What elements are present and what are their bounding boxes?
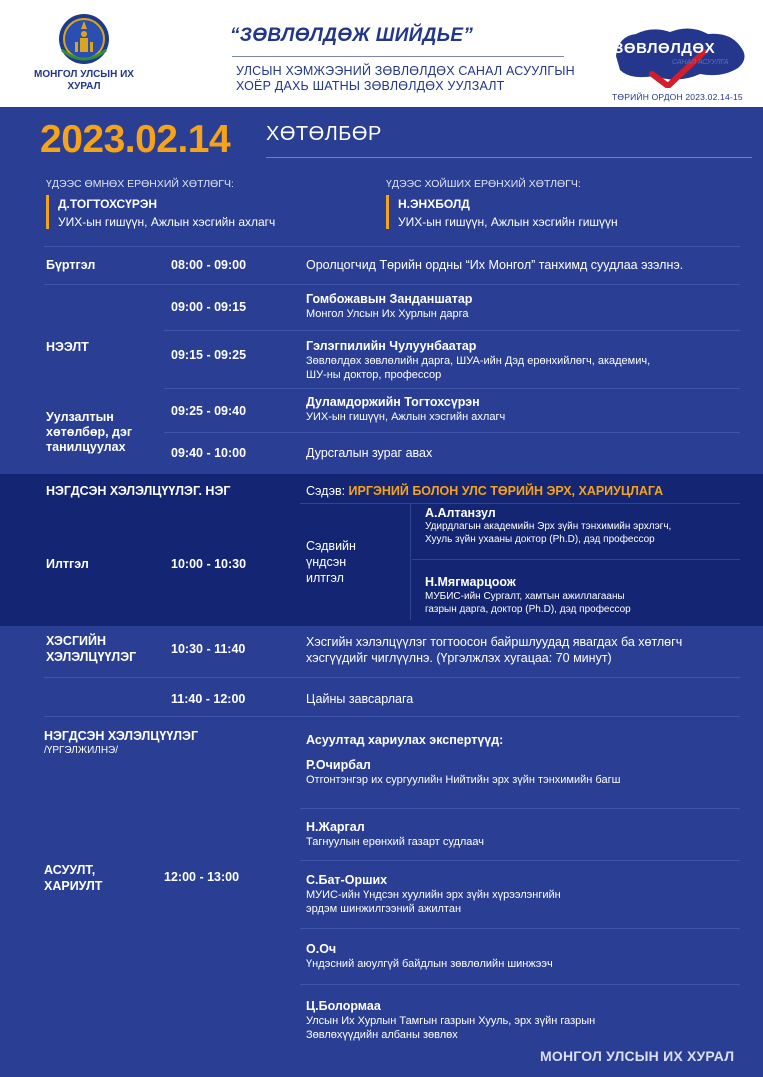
divider	[44, 677, 740, 678]
expert-3-desc-1: МУИС-ийн Үндсэн хуулийн эрх зүйн хүрээлэнгийн	[306, 889, 561, 901]
intro-speaker-name: Дуламдоржийн Тогтохсүрэн	[306, 395, 480, 409]
divider	[410, 504, 411, 620]
qa-label	[44, 862, 102, 894]
topic-label: Сэдэв:	[306, 484, 346, 498]
intro-label-line-1: Уулзалтын	[46, 410, 114, 424]
qa-label-line-2: ХАРИУЛТ	[44, 879, 103, 893]
intro-time-1: 09:25 - 09:40	[171, 404, 247, 418]
venue-date: ТӨРИЙН ОРДОН 2023.02.14-15	[612, 92, 743, 102]
expert-5-desc-2: Зөвлөхүүдийн албаны зөвлөх	[306, 1029, 458, 1041]
opening-speaker-1-desc: Монгол Улсын Их Хурлын дарга	[306, 308, 469, 320]
logo-text: ЗӨВЛӨЛДӨХ	[614, 40, 716, 57]
divider	[300, 860, 740, 861]
divider	[44, 284, 740, 285]
group-text-line-2: хэсгүүдийг чиглүүлнэ. (Үргэлжлэх хугацаа: 70 минут)	[306, 651, 612, 665]
header-divider	[232, 56, 564, 57]
intro-label	[46, 410, 132, 455]
divider	[44, 716, 740, 717]
divider	[300, 808, 740, 809]
divider	[164, 330, 740, 331]
moderator-1-role: УИХ-ын гишүүн, Ажлын хэсгийн ахлагч	[58, 215, 276, 229]
moderator-1-name: Д.ТОГТОХСҮРЭН	[58, 197, 158, 211]
moderator-2-accent	[386, 195, 389, 229]
event-subtitle	[236, 64, 575, 94]
expert-1-desc: Отгонтэнгэр их сургуулийн Нийтийн эрх зүйн тэнхимийн багш	[306, 774, 621, 786]
expert-5-desc-1: Улсын Их Хурлын Тамгын газрын Хууль, эрх зүйн газрын	[306, 1015, 596, 1027]
qa-heading-sub: /ҮРГЭЛЖИЛНЭ/	[44, 745, 119, 756]
registration-label: Бүртгэл	[46, 258, 96, 272]
program-label: ХӨТӨЛБӨР	[266, 123, 382, 145]
expert-1-name: Р.Очирбал	[306, 758, 371, 772]
speaker-1-desc-1: Удирдлагын академийн Эрх зүйн тэнхимийн эрхлэгч,	[425, 521, 672, 532]
logo-subtext: САНАЛ АСУУЛГА	[672, 59, 729, 66]
divider	[164, 432, 740, 433]
presentation-time: 10:00 - 10:30	[171, 557, 247, 571]
experts-title: Асуултад хариулах экспертүүд:	[306, 733, 504, 747]
event-date: 2023.02.14	[40, 118, 231, 161]
intro-speaker-desc: УИХ-ын гишүүн, Ажлын хэсгийн ахлагч	[306, 411, 506, 423]
state-emblem-icon	[56, 12, 112, 66]
divider	[412, 559, 740, 560]
group-label-line-2: ХЭЛЭЛЦҮҮЛЭГ	[46, 650, 137, 664]
opening-speaker-2-desc-2: ШУ-ны доктор, профессор	[306, 369, 442, 381]
qa-label-line-1: АСУУЛТ,	[44, 863, 96, 877]
plenary-heading: НЭГДСЭН ХЭЛЭЛЦҮҮЛЭГ. НЭГ	[46, 484, 231, 498]
tea-text: Цайны завсарлага	[306, 692, 414, 706]
divider	[300, 928, 740, 929]
intro-label-line-2: хөтөлбөр, дэг	[46, 425, 133, 439]
topic-title: ИРГЭНИЙ БОЛОН УЛС ТӨРИЙН ЭРХ, ХАРИУЦЛАГА	[348, 484, 664, 498]
presentation-type-line-3: илтгэл	[306, 571, 344, 585]
expert-5-name: Ц.Болормаа	[306, 999, 381, 1013]
divider	[164, 388, 740, 389]
qa-time: 12:00 - 13:00	[164, 870, 240, 884]
subtitle-line-2: ХОЁР ДАХЬ ШАТНЫ ЗӨВЛӨЛДӨХ УУЛЗАЛТ	[236, 79, 505, 93]
expert-2-desc: Тагнуулын ерөнхий газарт судлаач	[306, 836, 485, 848]
registration-text: Оролцогчид Төрийн ордны “Их Монгол” танхимд суудлаа эзэлнэ.	[306, 258, 684, 272]
opening-speaker-2-name: Гэлэгпилийн Чулуунбаатар	[306, 339, 477, 353]
group-label-line-1: ХЭСГИЙН	[46, 634, 107, 648]
moderator-1-caption: ҮДЭЭС ӨМНӨХ ЕРӨНХИЙ ХӨТЛӨГЧ:	[46, 178, 234, 190]
opening-label: НЭЭЛТ	[46, 340, 89, 354]
intro-label-line-3: танилцуулах	[46, 440, 126, 454]
opening-time-1: 09:00 - 09:15	[171, 300, 247, 314]
divider	[44, 246, 740, 247]
group-label	[46, 633, 136, 665]
organization-name: МОНГОЛ УЛСЫН ИХ ХУРАЛ	[34, 69, 134, 92]
speaker-2-name: Н.Мягмарцоож	[425, 575, 516, 589]
program-divider	[266, 157, 752, 158]
moderator-2-name: Н.ЭНХБОЛД	[398, 197, 470, 211]
group-text	[306, 634, 682, 666]
registration-time: 08:00 - 09:00	[171, 258, 247, 272]
divider	[300, 984, 740, 985]
presentation-type	[306, 538, 356, 586]
tea-time: 11:40 - 12:00	[171, 692, 246, 706]
expert-4-name: О.Оч	[306, 942, 337, 956]
group-text-line-1: Хэсгийн хэлэлцүүлэг тогтоосон байршлуудад явагдах ба хөтлөгч	[306, 635, 683, 649]
moderator-2-caption: ҮДЭЭС ХОЙШИХ ЕРӨНХИЙ ХӨТЛӨГЧ:	[386, 178, 581, 190]
opening-time-2: 09:15 - 09:25	[171, 348, 247, 362]
header	[0, 0, 763, 107]
photo-text: Дурсгалын зураг авах	[306, 446, 433, 460]
presentation-type-line-1: Сэдвийн	[306, 539, 356, 553]
expert-3-name: С.Бат-Орших	[306, 873, 388, 887]
speaker-2-desc-1: МУБИС-ийн Сургалт, хамтын ажиллагааны	[425, 591, 625, 602]
expert-4-desc: Үндэсний аюулгүй байдлын зөвлөлийн шинжээч	[306, 958, 553, 970]
opening-speaker-1-name: Гомбожавын Занданшатар	[306, 292, 473, 306]
intro-time-2: 09:40 - 10:00	[171, 446, 247, 460]
footer-org: МОНГОЛ УЛСЫН ИХ ХУРАЛ	[540, 1048, 735, 1064]
topic-line	[306, 484, 663, 498]
expert-2-name: Н.Жаргал	[306, 820, 365, 834]
group-time: 10:30 - 11:40	[171, 642, 246, 656]
speaker-2-desc-2: газрын дарга, доктор (Ph.D), дэд профессор	[425, 604, 631, 615]
presentation-label: Илтгэл	[46, 557, 89, 571]
subtitle-line-1: УЛСЫН ХЭМЖЭЭНИЙ ЗӨВЛӨЛДӨХ САНАЛ АСУУЛГЫН	[236, 64, 575, 78]
qa-heading: НЭГДСЭН ХЭЛЭЛЦҮҮЛЭГ	[44, 729, 199, 743]
speaker-1-name: А.Алтанзул	[425, 506, 496, 520]
divider	[300, 503, 740, 504]
presentation-type-line-2: үндсэн	[306, 555, 347, 569]
expert-3-desc-2: эрдэм шинжилгээний ажилтан	[306, 903, 462, 915]
speaker-1-desc-2: Хууль зүйн ухааны доктор (Ph.D), дэд профессор	[425, 534, 655, 545]
event-title: “ЗӨВЛӨЛДӨЖ ШИЙДЬЕ”	[230, 25, 474, 46]
moderator-1-accent	[46, 195, 49, 229]
opening-speaker-2-desc-1: Зөвлөлдөх зөвлөлийн дарга, ШУА-ийн Дэд ерөнхийлөгч, академич,	[306, 355, 651, 367]
moderator-2-role: УИХ-ын гишүүн, Ажлын хэсгийн гишүүн	[398, 215, 618, 229]
